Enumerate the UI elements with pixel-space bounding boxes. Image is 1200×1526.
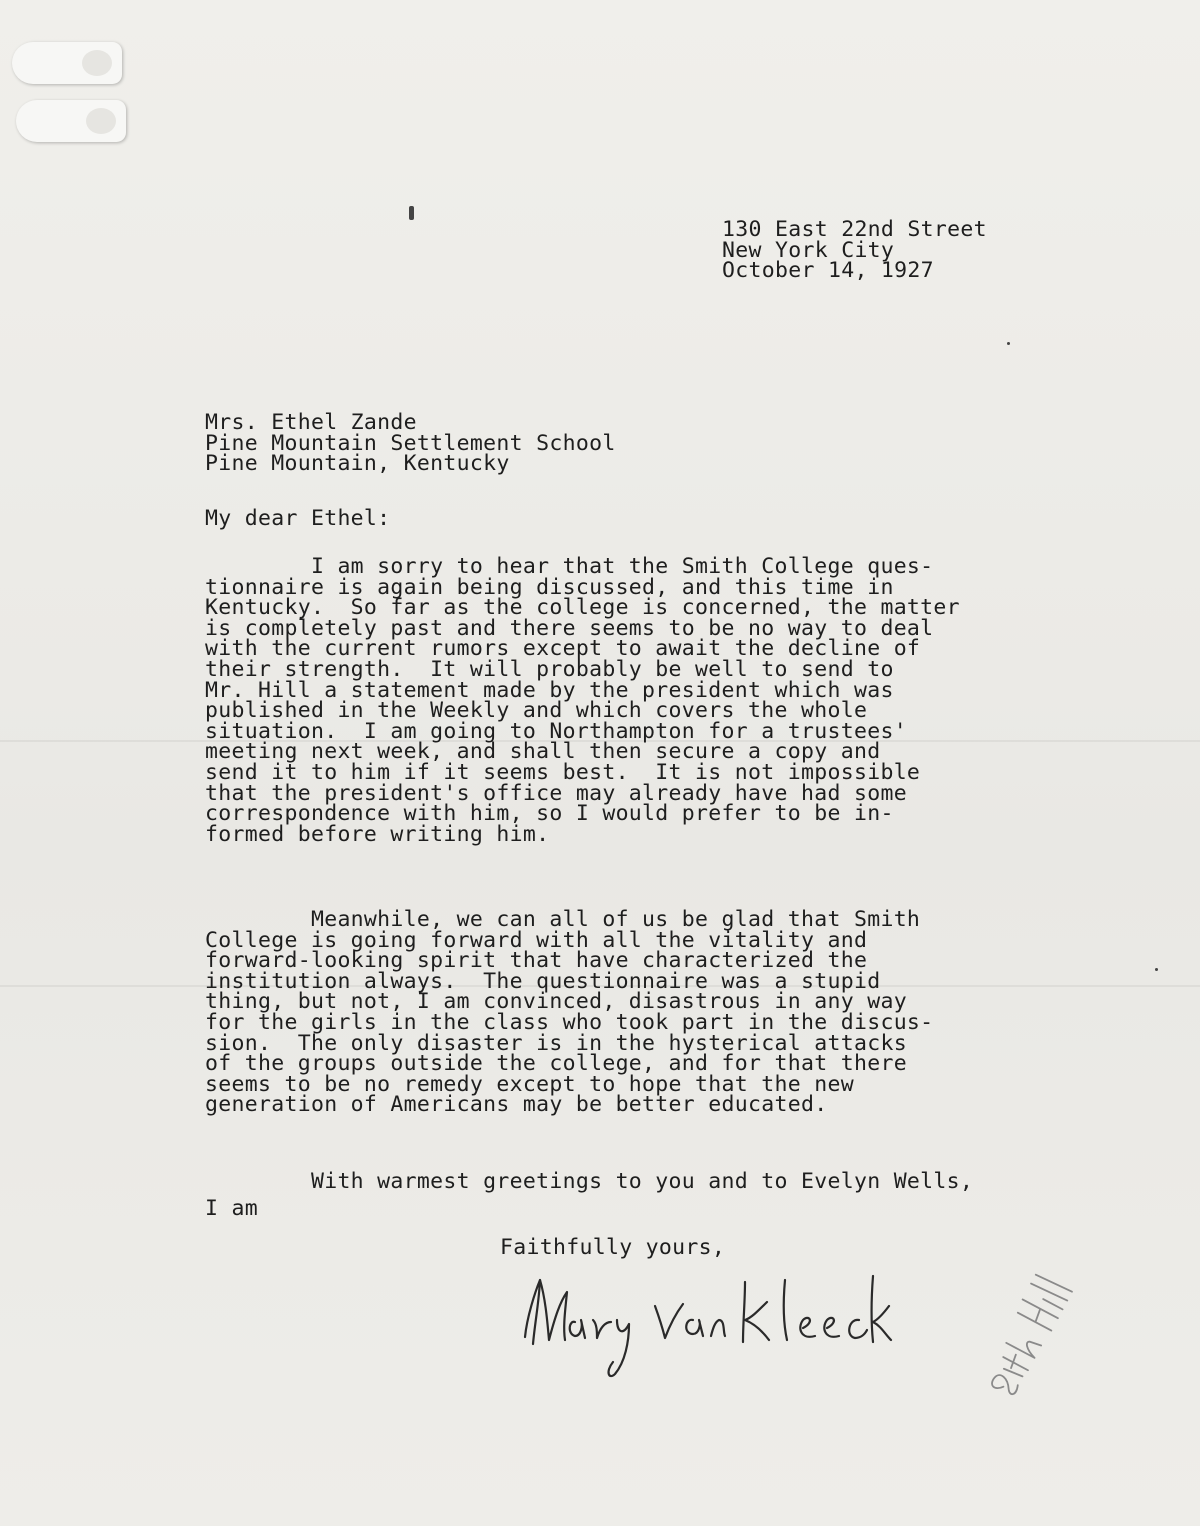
body-line: forward-looking spirit that have characterized the [205, 948, 868, 974]
body-line: Kentucky. So far as the college is concerned, the matter [205, 595, 960, 621]
letter-date: October 14, 1927 [722, 258, 934, 284]
closing-line: With warmest greetings to you and to Evelyn Wells, [205, 1169, 974, 1194]
recipient-block [205, 410, 616, 477]
salutation: My dear Ethel: [205, 506, 391, 531]
body-line: situation. I am going to Northampton for a trustees' [205, 718, 907, 744]
recipient-line: Pine Mountain, Kentucky [205, 451, 510, 477]
body-line: for the girls in the class who took part in the discus- [205, 1009, 934, 1035]
valediction: Faithfully yours, [500, 1235, 726, 1260]
ink-speck [409, 206, 414, 220]
body-line: their strength. It will probably be well to send to [205, 656, 894, 682]
recipient-name: Mrs. Ethel Zande [205, 410, 417, 435]
body-line: of the groups outside the college, and for that there [205, 1051, 907, 1077]
body-line: generation of Americans may be better educated. [205, 1092, 828, 1118]
staple-mark [16, 100, 126, 142]
body-line: with the current rumors except to await the decline of [205, 636, 921, 662]
sender-address [722, 217, 987, 284]
body-line: tionnaire is again being discussed, and this time in [205, 574, 894, 600]
body-line: correspondence with him, so I would prefer to be in- [205, 801, 894, 827]
body-line: formed before writing him. [205, 821, 550, 847]
body-line: send it to him if it seems best. It is not impossible [205, 759, 921, 785]
body-paragraph-2 [205, 907, 934, 1118]
address-line: 130 East 22nd Street [722, 217, 987, 242]
ink-speck [1007, 342, 1010, 345]
body-line: sion. The only disaster is in the hysterical attacks [205, 1030, 907, 1056]
body-line: Meanwhile, we can all of us be glad that Smith [205, 907, 921, 932]
body-paragraph-1 [205, 554, 960, 847]
ink-speck [1155, 968, 1158, 971]
body-line: thing, but not, I am convinced, disastrous in any way [205, 989, 907, 1015]
body-line: College is going forward with all the vitality and [205, 927, 868, 953]
body-line: institution always. The questionnaire was a stupid [205, 968, 881, 994]
body-line: seems to be no remedy except to hope that the new [205, 1071, 854, 1097]
recipient-line: Pine Mountain Settlement School [205, 430, 616, 456]
closing-sentence [205, 1168, 973, 1222]
pencil-annotation [965, 1270, 1105, 1410]
handwritten-signature [505, 1262, 895, 1392]
staple-mark [12, 42, 122, 84]
address-line: New York City [722, 237, 895, 263]
body-line: I am sorry to hear that the Smith College ques- [205, 554, 934, 579]
body-line: meeting next week, and shall then secure a copy and [205, 739, 881, 765]
body-line: that the president's office may already have had some [205, 780, 907, 806]
closing-line: I am [205, 1196, 258, 1221]
body-line: Mr. Hill a statement made by the president which was [205, 677, 894, 703]
body-line: published in the Weekly and which covers the whole [205, 698, 868, 724]
body-line: is completely past and there seems to be no way to deal [205, 615, 934, 641]
